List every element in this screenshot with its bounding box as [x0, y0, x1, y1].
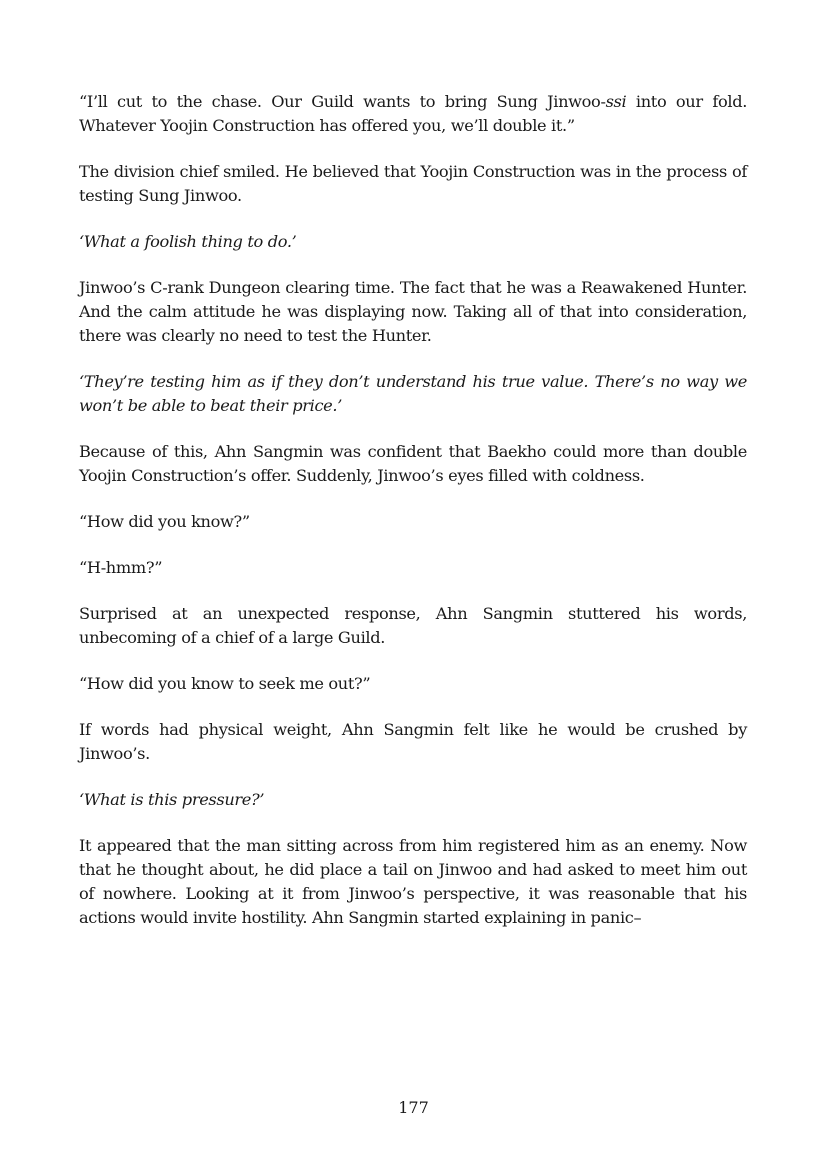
- thought-2: ‘They’re testing him as if they don’t understand his true value. There’s no way we won’t be able to beat their price.’: [79, 372, 747, 415]
- thought-3: ‘What is this pressure?’: [79, 790, 265, 809]
- page-number: 177: [398, 1098, 429, 1117]
- dialogue-1: “How did you know?”: [79, 512, 250, 531]
- paragraph-2: The division chief smiled. He believed that Yoojin Construction was in the process of testing Sung Jinwoo.: [79, 162, 747, 205]
- paragraph-1: [79, 90, 747, 138]
- thought-1: ‘What a foolish thing to do.’: [79, 232, 297, 251]
- paragraph-4: Jinwoo’s C-rank Dungeon clearing time. The fact that he was a Reawakened Hunter. And the calm attitude he was displaying now. Taking all of that into consideration, there was clearly no need to test the Hunter.: [79, 278, 747, 345]
- paragraph-11: If words had physical weight, Ahn Sangmin felt like he would be crushed by Jinwoo’s.: [79, 720, 747, 763]
- paragraph-1-text-a: “I’ll cut to the chase. Our Guild wants to bring Sung Jinwoo-: [79, 92, 606, 111]
- paragraph-13: It appeared that the man sitting across from him registered him as an enemy. Now that he thought about, he did place a tail on Jinwoo and had asked to meet him out of nowhere. Looking at it from Jinwoo’s perspective, it was reasonable that his actions would invite hostility. Ahn Sangmin started explaining in panic–: [79, 836, 747, 927]
- paragraph-1-emphasis: ssi: [605, 92, 627, 111]
- dialogue-2: “H-hmm?”: [79, 558, 163, 577]
- paragraph-9: Surprised at an unexpected response, Ahn Sangmin stuttered his words, unbecoming of a chief of a large Guild.: [79, 604, 747, 647]
- paragraph-1-text-b: into our fold. Whatever Yoojin Construction has offered you, we’ll double it.”: [79, 92, 747, 135]
- page-body: [79, 90, 747, 952]
- paragraph-6: Because of this, Ahn Sangmin was confident that Baekho could more than double Yoojin Construction’s offer. Suddenly, Jinwoo’s eyes filled with coldness.: [79, 442, 747, 485]
- dialogue-3: “How did you know to seek me out?”: [79, 674, 371, 693]
